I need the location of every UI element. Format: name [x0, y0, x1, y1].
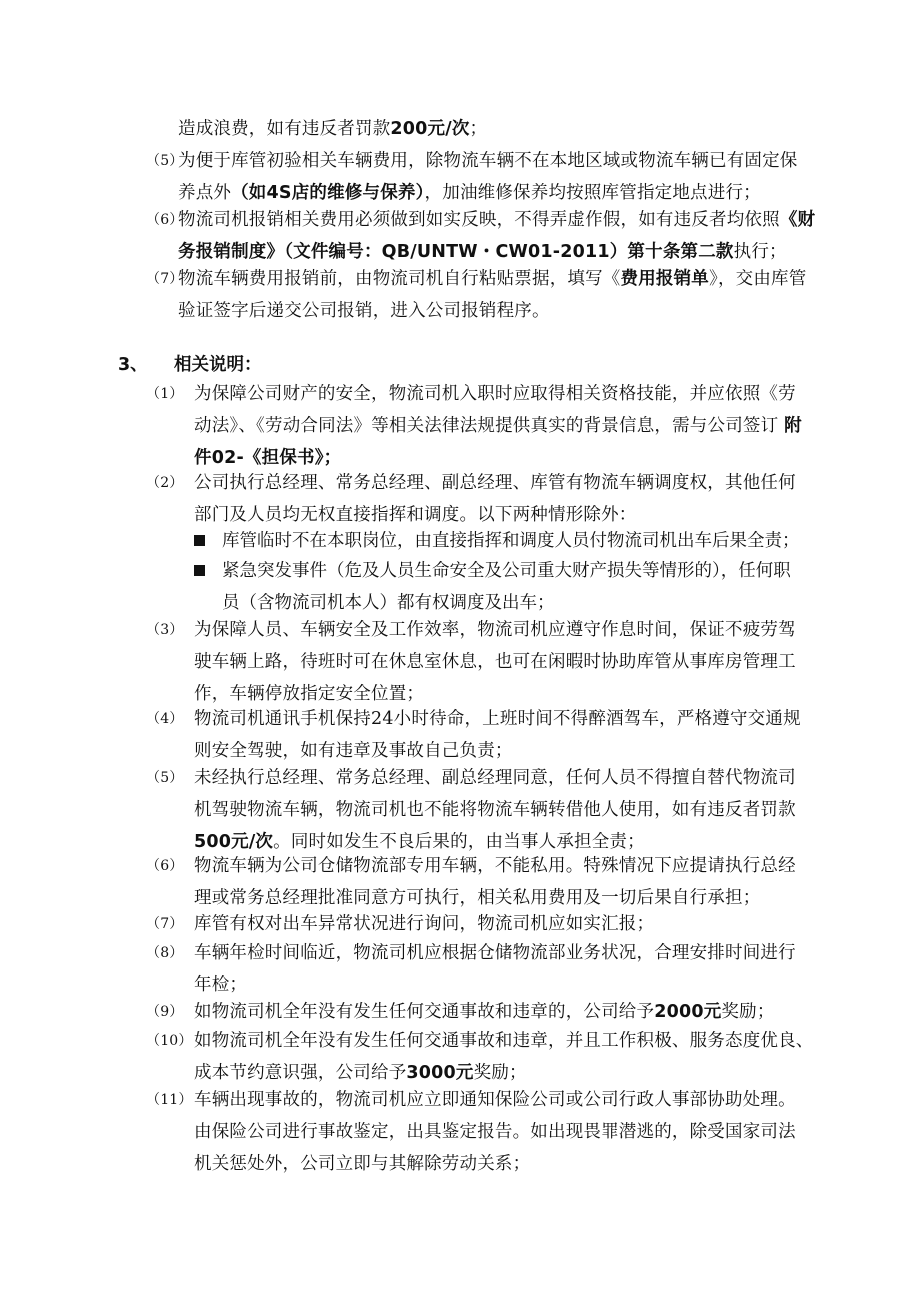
bold-text-run: 件02-《担保书》； — [194, 448, 342, 468]
bold-text-run: 2000元 — [654, 1002, 722, 1022]
text-line — [194, 1116, 796, 1148]
list-item — [146, 850, 796, 914]
bold-text-run: 附 — [784, 416, 802, 436]
item-number: （4） — [146, 711, 184, 727]
list-item — [146, 263, 806, 327]
text-run: 物流车辆为公司仓储物流部专用车辆，不能私用。特殊情况下应提请执行总经 — [194, 856, 796, 876]
text-line — [194, 378, 802, 410]
list-item — [146, 703, 801, 767]
item-number: （6） — [146, 858, 184, 874]
bold-text-run: 费用报销单 — [620, 269, 709, 289]
text-line — [194, 1148, 796, 1180]
item-number: （6） — [146, 212, 184, 228]
text-run: 年检； — [194, 975, 248, 995]
bullet-item — [194, 555, 791, 619]
text-run: 未经执行总经理、常务总经理、副总经理同意，任何人员不得擅自替代物流司 — [194, 768, 796, 788]
text-run: 部门及人员均无权直接指挥和调度。以下两种情形除外： — [194, 505, 637, 525]
text-line — [194, 614, 796, 646]
text-line — [178, 263, 806, 295]
item-number: （2） — [146, 475, 184, 491]
bold-text-run: 《财 — [779, 210, 816, 230]
text-run: 物流车辆费用报销前，由物流司机自行粘贴票据，填写《 — [178, 269, 621, 289]
item-number: （11） — [146, 1092, 193, 1108]
text-run: 库管有权对出车异常状况进行询问，物流司机应如实汇报； — [194, 914, 655, 934]
text-run: 如物流司机全年没有发生任何交通事故和违章的，公司给予 — [194, 1002, 655, 1022]
text-line — [222, 555, 791, 587]
text-line — [194, 937, 796, 969]
bold-text-run: 3000元 — [406, 1063, 474, 1083]
list-item — [146, 1025, 814, 1089]
item-number: （5） — [146, 770, 184, 786]
item-number: （5） — [146, 153, 184, 169]
continued-line — [178, 113, 487, 145]
text-run: 机驾驶物流车辆，物流司机也不能将物流车辆转借他人使用，如有违反者罚款 — [194, 800, 796, 820]
text-run: 紧急突发事件（危及人员生命安全及公司重大财产损失等情形的），任何职 — [222, 561, 791, 581]
square-bullet-icon — [194, 535, 205, 546]
item-number: （1） — [146, 386, 184, 402]
list-item — [146, 145, 798, 209]
bold-text-run: （如4S店的维修与保养） — [231, 183, 425, 203]
item-number: （10） — [146, 1033, 193, 1049]
text-line — [194, 703, 801, 735]
text-line — [178, 204, 815, 236]
item-number: （8） — [146, 945, 184, 961]
text-run: 为保障公司财产的安全，物流司机入职时应取得相关资格技能，并应依照《劳 — [194, 384, 796, 404]
text-line — [178, 113, 487, 145]
text-run: 如物流司机全年没有发生任何交通事故和违章，并且工作积极、服务态度优良、 — [194, 1031, 814, 1051]
list-item — [146, 378, 802, 474]
text-run: 车辆年检时间临近，物流司机应根据仓储物流部业务状况，合理安排时间进行 — [194, 943, 796, 963]
text-run: 为便于库管初验相关车辆费用，除物流车辆不在本地区域或物流车辆已有固定保 — [178, 151, 798, 171]
list-item — [146, 937, 796, 1001]
text-line — [178, 145, 798, 177]
text-run: 动法》、《劳动合同法》等相关法律法规提供真实的背景信息，需与公司签订 — [194, 416, 785, 436]
text-run: 驶车辆上路，待班时可在休息室休息，也可在闲暇时协助库管从事库房管理工 — [194, 652, 796, 672]
text-run: 执行； — [733, 242, 787, 262]
text-run: 公司执行总经理、常务总经理、副总经理、库管有物流车辆调度权，其他任何 — [194, 473, 796, 493]
item-number: （7） — [146, 271, 184, 287]
text-run: 。同时如发生不良后果的，由当事人承担全责； — [273, 832, 645, 852]
text-line — [194, 467, 796, 499]
text-run: 则安全驾驶，如有违章及事故自己负责； — [194, 741, 513, 761]
text-line — [194, 850, 796, 882]
bold-text-run: 务报销制度》（文件编号：QB/UNTW・CW01-2011）第十条第二款 — [178, 242, 734, 262]
section-number: 3、 — [118, 355, 148, 375]
text-run: 物流司机报销相关费用必须做到如实反映，不得弄虚作假，如有违反者均依照 — [178, 210, 780, 230]
text-line — [194, 762, 796, 794]
text-line — [194, 996, 775, 1028]
bold-text-run: 500元/次 — [194, 832, 274, 852]
text-run: 成本节约意识强，公司给予 — [194, 1063, 407, 1083]
list-item — [146, 614, 796, 710]
text-run: 车辆出现事故的，物流司机应立即通知保险公司或公司行政人事部协助处理。 — [194, 1090, 796, 1110]
text-line — [194, 908, 654, 940]
text-line — [222, 525, 800, 557]
bullet-item — [194, 525, 800, 557]
text-line — [194, 646, 796, 678]
item-number: （3） — [146, 622, 184, 638]
text-run: 为保障人员、车辆安全及工作效率，物流司机应遵守作息时间，保证不疲劳驾 — [194, 620, 796, 640]
text-run: 理或常务总经理批准同意方可执行，相关私用费用及一切后果自行承担； — [194, 888, 761, 908]
text-run: 奖励； — [721, 1002, 775, 1022]
text-run: 机关惩处外，公司立即与其解除劳动关系； — [194, 1154, 531, 1174]
text-line — [194, 410, 802, 442]
section-heading — [118, 349, 262, 381]
item-number: （7） — [146, 916, 184, 932]
list-item — [146, 467, 796, 531]
text-line — [194, 794, 796, 826]
section-title: 相关说明： — [174, 355, 262, 375]
list-item — [146, 762, 796, 858]
list-item — [146, 1084, 796, 1180]
text-run: 》，交由库管 — [709, 269, 807, 289]
square-bullet-icon — [194, 565, 205, 576]
text-run: 验证签字后递交公司报销，进入公司报销程序。 — [178, 301, 550, 321]
bold-text-run: 200元/次 — [390, 119, 470, 139]
text-run: 物流司机通讯手机保持24小时待命，上班时间不得醉酒驾车，严格遵守交通规 — [194, 709, 801, 729]
text-line — [178, 295, 806, 327]
list-item — [146, 908, 654, 940]
text-run: 养点外 — [178, 183, 232, 203]
item-number: （9） — [146, 1004, 184, 1020]
text-run: 奖励； — [473, 1063, 527, 1083]
list-item — [146, 204, 815, 268]
text-line — [194, 1084, 796, 1116]
text-run: 作，车辆停放指定安全位置； — [194, 684, 425, 704]
text-line — [194, 1025, 814, 1057]
text-run: 员（含物流司机本人）都有权调度及出车； — [222, 593, 555, 613]
text-run: 由保险公司进行事故鉴定，出具鉴定报告。如出现畏罪潜逃的，除受国家司法 — [194, 1122, 796, 1142]
text-run: 造成浪费，如有违反者罚款 — [178, 119, 391, 139]
text-run: 库管临时不在本职岗位，由直接指挥和调度人员付物流司机出车后果全责； — [222, 531, 800, 551]
list-item — [146, 996, 775, 1028]
text-run: ，加油维修保养均按照库管指定地点进行； — [424, 183, 761, 203]
text-run: ； — [469, 119, 488, 139]
